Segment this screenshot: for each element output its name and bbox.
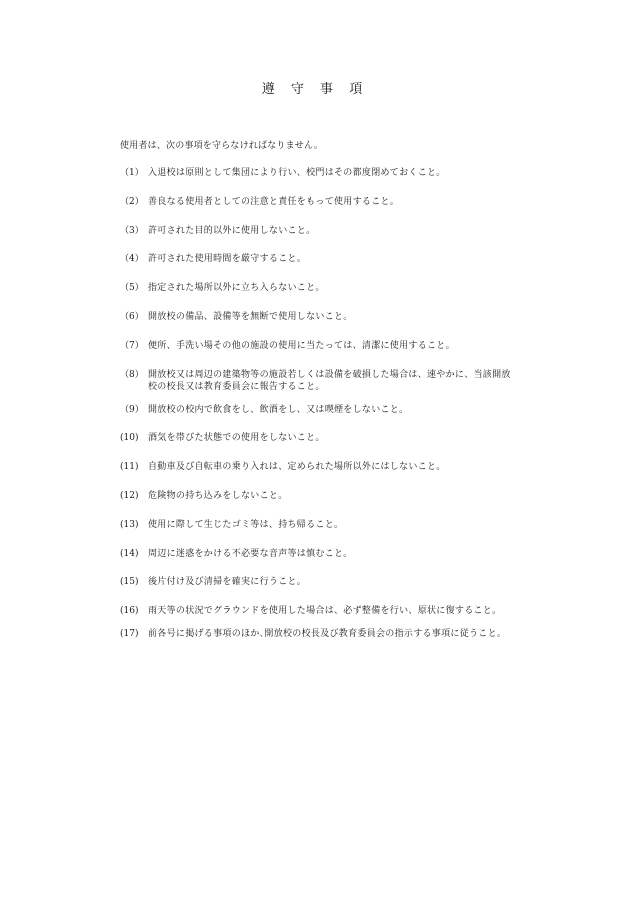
rules-list <box>120 167 512 651</box>
list-item <box>120 490 512 502</box>
item-text: 便所、手洗い場その他の施設の使用に当たっては、清潔に使用すること。 <box>148 340 455 351</box>
list-item <box>120 519 512 531</box>
item-number: (12) <box>120 490 139 501</box>
item-number: (16) <box>120 606 139 617</box>
document-title: 遵 守 事 項 <box>261 82 369 97</box>
item-number: （5） <box>120 283 144 294</box>
list-item <box>120 548 512 560</box>
item-text: 指定された場所以外に立ち入らないこと。 <box>148 283 325 294</box>
list-item <box>120 340 512 352</box>
item-number: （3） <box>120 225 144 236</box>
item-number: （8） <box>120 369 144 380</box>
item-number: （6） <box>120 311 144 322</box>
list-item <box>120 461 512 473</box>
item-number: (13) <box>120 519 139 530</box>
list-item <box>120 225 512 237</box>
item-number: （9） <box>120 404 144 415</box>
item-text: 危険物の持ち込みをしないこと。 <box>148 490 288 501</box>
list-item <box>120 576 512 588</box>
list-item <box>120 369 512 393</box>
item-number: (11) <box>120 462 139 473</box>
list-item <box>120 311 512 323</box>
item-number: (10) <box>120 433 139 444</box>
item-number: (17) <box>120 629 139 640</box>
list-item <box>120 167 512 179</box>
item-number: （7） <box>120 340 144 351</box>
item-text: 許可された使用時間を厳守すること。 <box>148 254 307 265</box>
item-text: 開放校の校内で飲食をし、飲酒をし、又は喫煙をしないこと。 <box>148 404 409 415</box>
list-item <box>120 253 512 265</box>
item-text: 開放校又は周辺の建築物等の施設若しくは設備を破損した場合は、速やかに、当該開放校の校長又は教育委員会に報告すること。 <box>148 369 511 392</box>
item-number: (14) <box>120 548 139 559</box>
intro-text: 使用者は、次の事項を守らなければなりません。 <box>120 141 323 151</box>
item-text: 許可された目的以外に使用しないこと。 <box>148 225 316 236</box>
item-number: （4） <box>120 254 144 265</box>
list-item <box>120 628 512 640</box>
list-item <box>120 432 512 444</box>
item-text: 雨天等の状況でグラウンドを使用した場合は、必ず整備を行い、原状に復すること。 <box>148 606 502 617</box>
item-text: 前各号に掲げる事項のほか､開放校の校長及び教育委員会の指示する事項に従うこと。 <box>148 629 507 640</box>
list-item <box>120 282 512 294</box>
item-text: 後片付け及び清掃を確実に行うこと。 <box>148 577 307 588</box>
list-item <box>120 605 512 617</box>
item-text: 使用に際して生じたゴミ等は、持ち帰ること。 <box>148 519 344 530</box>
item-text: 入退校は原則として集団により行い、校門はその都度閉めておくこと。 <box>148 168 446 178</box>
item-text: 周辺に迷惑をかける不必要な音声等は慎むこと。 <box>148 548 353 559</box>
item-text: 善良なる使用者としての注意と責任をもって使用すること。 <box>148 196 400 207</box>
item-number: (15) <box>120 577 139 588</box>
item-number: （2） <box>120 196 144 207</box>
item-number: （1） <box>120 168 144 178</box>
item-text: 開放校の備品、設備等を無断で使用しないこと。 <box>148 311 353 322</box>
item-text: 自動車及び自転車の乗り入れは、定められた場所以外にはしないこと。 <box>148 462 446 473</box>
list-item <box>120 404 512 416</box>
list-item <box>120 196 512 208</box>
item-text: 酒気を帯びた状態での使用をしないこと。 <box>148 433 325 444</box>
